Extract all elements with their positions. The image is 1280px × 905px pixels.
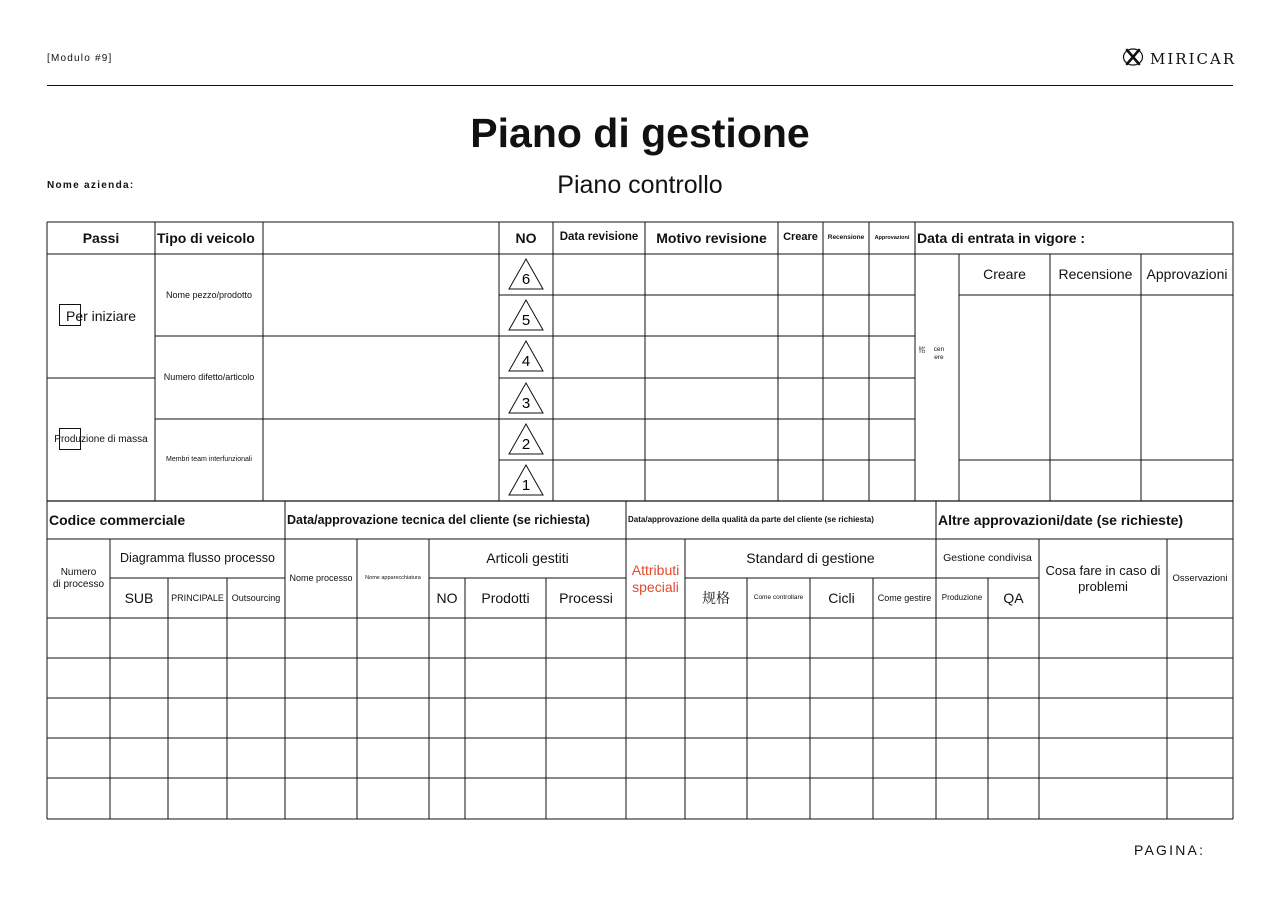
header-data-qualita: Data/approvazione della qualità da parte del cliente (se richiesta)	[628, 515, 874, 525]
stage-mass-checkbox[interactable]	[59, 428, 81, 450]
nome-pezzo-label: Nome pezzo/prodotto	[165, 289, 253, 300]
header-come-gestire: Come gestire	[877, 592, 932, 603]
membri-team-label: Membri team interfunzionali	[166, 455, 252, 463]
header-cicli: Cicli	[828, 589, 855, 606]
header-recensione: Recensione	[827, 234, 865, 242]
header-data-tecnica: Data/approvazione tecnica del cliente (se richiesta)	[287, 512, 590, 527]
page-number-label: PAGINA:	[1134, 842, 1206, 858]
revision-triangle-3	[509, 383, 543, 413]
sign-approvazioni-label: Approvazioni	[1146, 266, 1228, 283]
header-cosa-fare: Cosa fare in caso di problemi	[1045, 562, 1161, 594]
stage-start-label: Per iniziare	[65, 307, 137, 324]
revision-triangle-2	[509, 424, 543, 454]
header-principale: PRINCIPALE	[171, 592, 224, 603]
header-data-entrata: Data di entrata in vigore :	[917, 229, 1086, 246]
page-subtitle: Piano controllo	[557, 171, 723, 199]
form-id: [Modulo #9]	[47, 53, 113, 64]
numero-difetto-label: Numero difetto/articolo	[163, 372, 255, 383]
header-no: NO	[515, 229, 537, 246]
header-outsourcing: Outsourcing	[231, 592, 281, 603]
revision-number: 6	[521, 271, 531, 288]
side-label-a: 铭	[918, 346, 926, 354]
header-guige: 规格	[702, 589, 730, 606]
side-label-b: cen ere	[933, 346, 945, 361]
header-tipo-veicolo: Tipo di veicolo	[157, 229, 255, 246]
header-data-revisione: Data revisione	[559, 231, 639, 244]
revision-number: 3	[521, 395, 531, 412]
header-qa: QA	[1003, 589, 1024, 606]
revision-triangle-5	[509, 300, 543, 330]
revision-triangle-4	[509, 341, 543, 371]
stage-start-checkbox[interactable]	[59, 304, 81, 326]
sign-recensione-label: Recensione	[1058, 266, 1133, 283]
header-produzione: Produzione	[941, 593, 983, 603]
header-altre: Altre approvazioni/date (se richieste)	[938, 511, 1184, 528]
header-motivo-revisione: Motivo revisione	[656, 229, 767, 246]
header-codice: Codice commerciale	[49, 511, 186, 528]
revision-number: 1	[521, 477, 531, 494]
header-osservazioni: Osservazioni	[1172, 572, 1228, 584]
header-numero-processo: Numero di processo	[52, 566, 105, 590]
company-label: Nome azienda:	[47, 180, 135, 191]
header-diagramma: Diagramma flusso processo	[120, 551, 275, 565]
stage-mass-label: Produzione di massa	[54, 433, 148, 445]
header-passi: Passi	[82, 229, 120, 246]
page-title: Piano di gestione	[470, 110, 810, 156]
header-nome-processo: Nome processo	[289, 573, 353, 584]
header-processi: Processi	[559, 589, 613, 606]
revision-triangle-6	[509, 259, 543, 289]
revision-triangle-1	[509, 465, 543, 495]
revision-number: 2	[521, 436, 531, 453]
header-gestione-condivisa: Gestione condivisa	[943, 552, 1032, 565]
revision-number: 4	[521, 353, 531, 370]
header-sub: SUB	[124, 589, 154, 606]
header-creare: Creare	[783, 231, 818, 244]
header-nome-apparecchiatura: Nome apparecchiatura	[365, 575, 421, 582]
header-approvazioni: Approvazioni	[874, 234, 910, 241]
brand-name: MIRICAR	[1150, 50, 1237, 68]
header-come-controllare: Come controllare	[753, 594, 804, 602]
header-attributi: Attributi speciali	[631, 561, 680, 595]
header-standard: Standard di gestione	[746, 550, 875, 567]
sign-creare-label: Creare	[983, 266, 1026, 283]
header-no-lower: NO	[436, 589, 458, 606]
header-prodotti: Prodotti	[481, 589, 530, 606]
revision-number: 5	[521, 312, 531, 329]
header-articoli: Articoli gestiti	[486, 550, 569, 567]
